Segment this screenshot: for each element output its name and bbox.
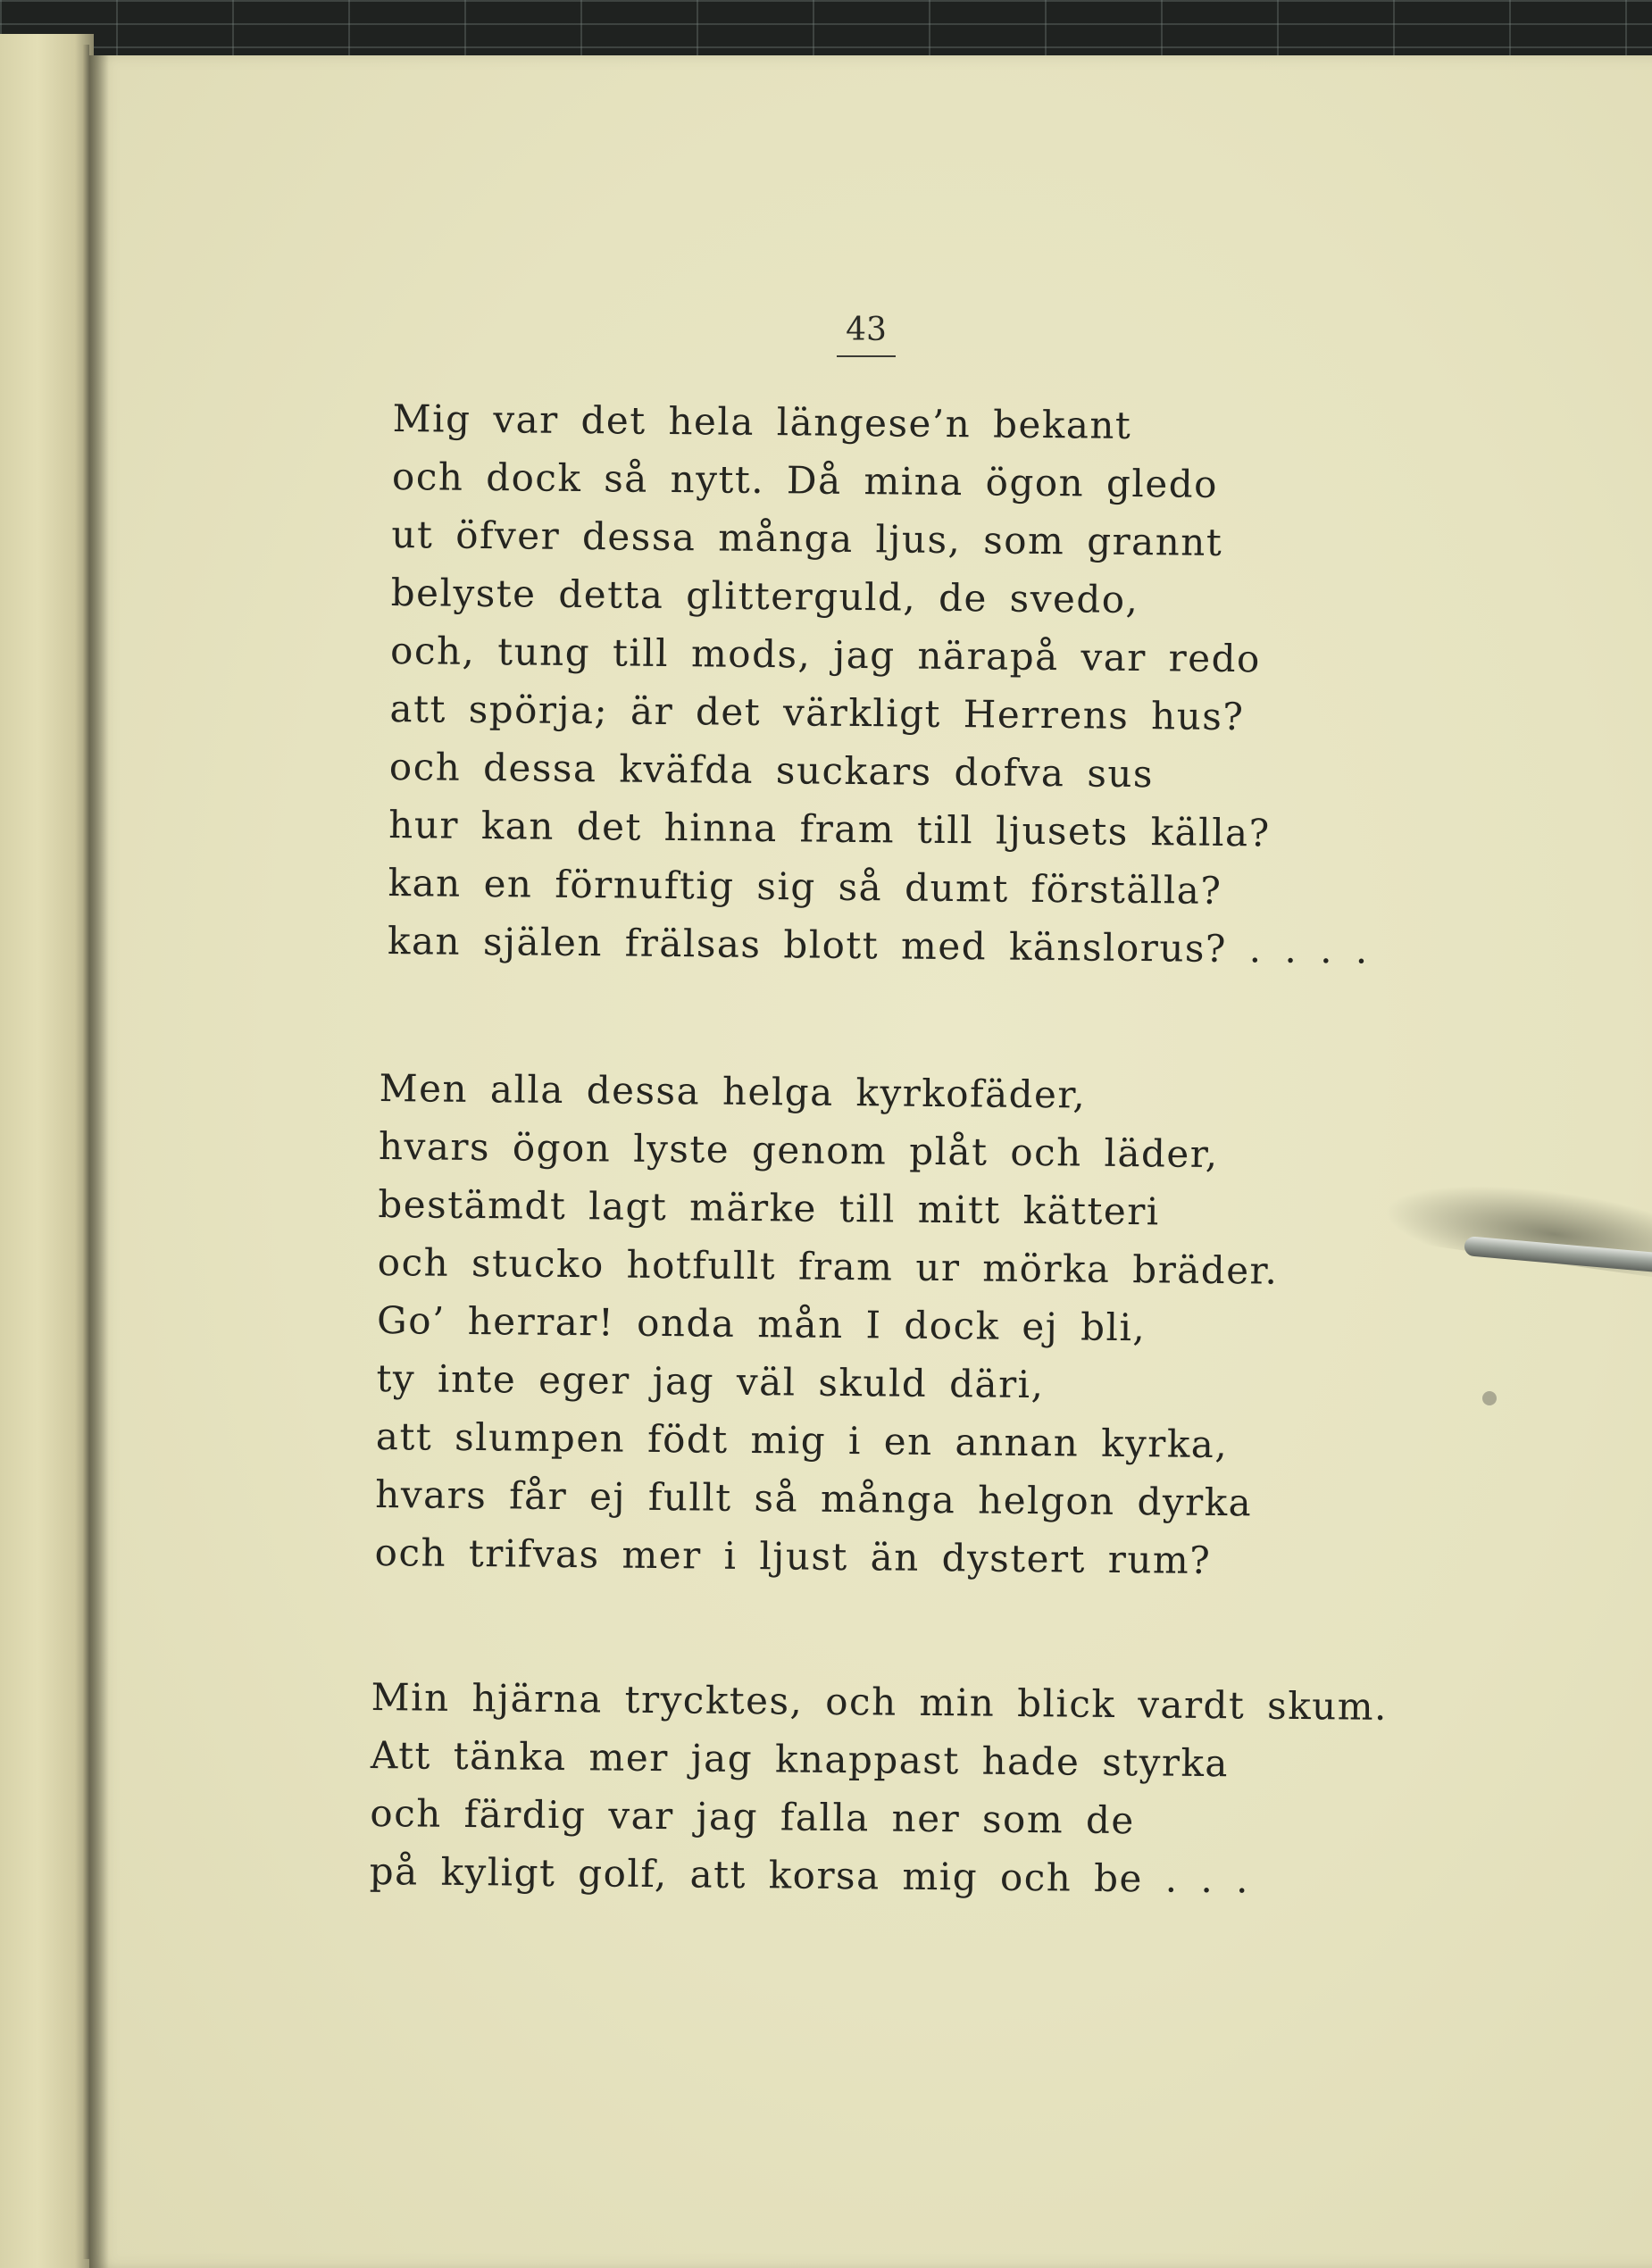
verse-line: hvars ögon lyste genom plåt och läder, (378, 1123, 1219, 1177)
stanza-1 (388, 389, 1374, 980)
verse-line: ty inte eger jag väl skuld däri, (376, 1355, 1045, 1407)
page-number-block (830, 314, 902, 357)
page-gutter-shadow (89, 55, 109, 2268)
verse-line: att slumpen födt mig i en annan kyrka, (375, 1413, 1229, 1467)
verse-line: och dessa kväfda suckars dofva sus (388, 744, 1155, 796)
verse-line: hur kan det hinna fram till ljusets källa? (388, 802, 1271, 855)
dust-speck (1482, 1391, 1497, 1405)
left-page-edge (0, 34, 94, 2268)
page-number: 43 (846, 312, 887, 348)
book-spine-shadow (82, 45, 89, 2259)
page-number-rule (837, 355, 896, 357)
verse-line: kan en förnuftig sig så dumt förställa? (388, 860, 1222, 913)
verse-line: Att tänka mer jag knappast hade styrka (370, 1732, 1230, 1786)
verse-line: Mig var det hela längese’n bekant (392, 396, 1132, 447)
verse-line: och, tung till mods, jag närapå var redo (389, 628, 1262, 681)
verse-line: kan själen frälsas blott med känslorus? . . . . (387, 918, 1369, 972)
verse-line: på kyligt golf, att korsa mig och be . . . (369, 1848, 1250, 1902)
verse-line: bestämdt lagt märke till mitt kätteri (378, 1181, 1160, 1234)
verse-line: belyste detta glitterguld, de svedo, (390, 570, 1139, 622)
verse-line: och färdig var jag falla ner som de (370, 1790, 1135, 1843)
verse-line: och stucko hotfullt fram ur mörka bräder. (377, 1239, 1279, 1293)
verse-line: Men alla dessa helga kyrkofäder, (379, 1065, 1087, 1117)
verse-line: hvars får ej fullt så många helgon dyrka (375, 1472, 1253, 1525)
verse-line: Min hjärna trycktes, och min blick vardt skum. (371, 1674, 1389, 1729)
stanza-3 (370, 1668, 1389, 1910)
cutting-mat-background (0, 0, 1652, 63)
verse-line: att spörja; är det värkligt Herrens hus? (389, 686, 1245, 739)
verse-line: Go’ herrar! onda mån I dock ej bli, (376, 1297, 1147, 1350)
verse-line: och dock så nytt. Då mina ögon gledo (391, 454, 1219, 506)
verse-line: ut öfver dessa många ljus, som grannt (391, 512, 1223, 564)
stanza-2 (374, 1059, 1280, 1590)
verse-line: och trifvas mer i ljust än dystert rum? (374, 1530, 1212, 1582)
